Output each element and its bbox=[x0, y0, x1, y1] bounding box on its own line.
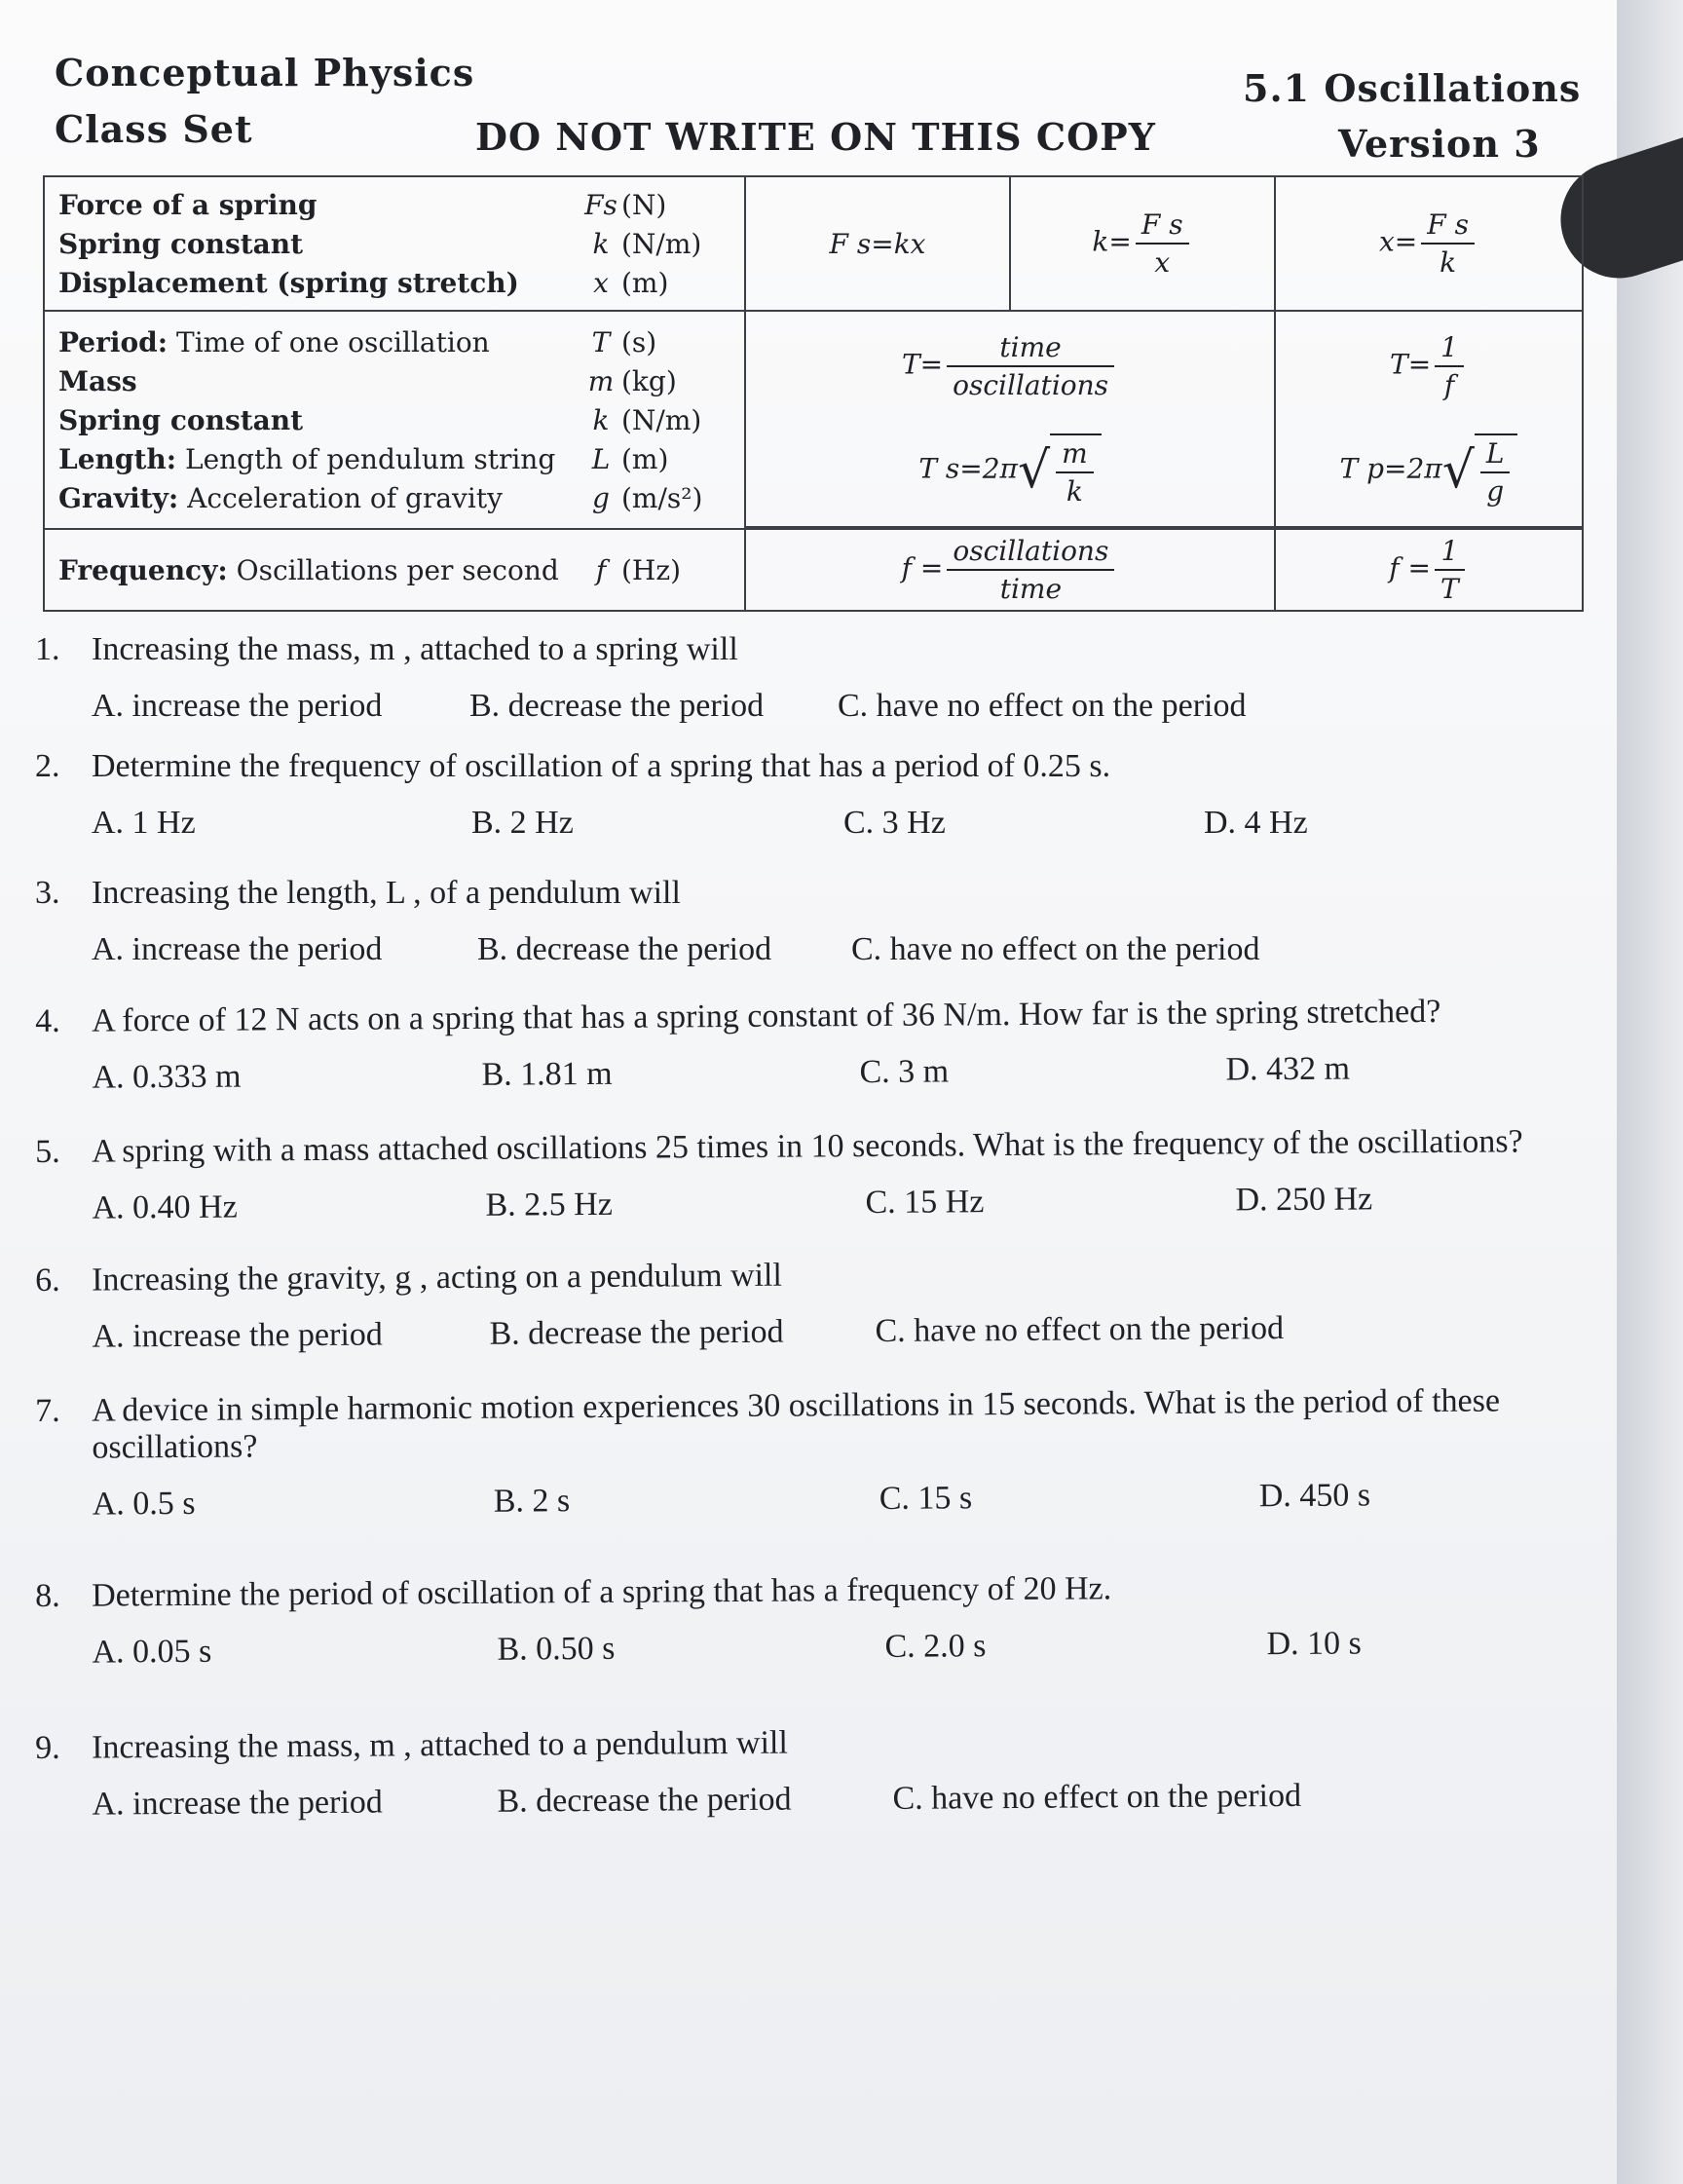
course-title: Conceptual Physics bbox=[55, 51, 475, 94]
question-6 bbox=[35, 1252, 1633, 1368]
fraction-denominator: f bbox=[1443, 368, 1455, 401]
fraction bbox=[1056, 437, 1094, 508]
answer-option[interactable]: B. 2 Hz bbox=[471, 805, 574, 841]
answer-option[interactable]: B. 2.5 Hz bbox=[485, 1186, 613, 1224]
answer-option[interactable]: A. increase the period bbox=[92, 688, 383, 724]
definition-name: Frequency: bbox=[58, 553, 228, 586]
answer-option[interactable]: A. 0.5 s bbox=[92, 1485, 196, 1523]
answer-option[interactable]: C. have no effect on the period bbox=[892, 1777, 1302, 1817]
fraction-denominator: x bbox=[1154, 246, 1171, 279]
question-number: 3. bbox=[35, 875, 60, 911]
formula-lhs: T p=2π bbox=[1339, 452, 1442, 484]
question-number: 8. bbox=[35, 1577, 60, 1614]
answer-option[interactable]: B. decrease the period bbox=[489, 1313, 784, 1352]
do-not-write-warning: DO NOT WRITE ON THIS COPY bbox=[475, 115, 1156, 159]
fraction-numerator: oscillations bbox=[947, 535, 1114, 571]
formula-period-time bbox=[745, 311, 1275, 527]
definition-symbol: f bbox=[595, 553, 607, 586]
definition-row bbox=[58, 361, 730, 400]
answer-option[interactable]: C. have no effect on the period bbox=[838, 688, 1247, 724]
answer-option[interactable]: B. decrease the period bbox=[497, 1781, 792, 1820]
definition-row bbox=[58, 322, 730, 361]
spring-force-row bbox=[44, 176, 1583, 311]
definition-symbol: g bbox=[592, 481, 610, 514]
definition-symbol: T bbox=[591, 325, 611, 358]
period-row bbox=[44, 311, 1583, 527]
definition-name: Gravity: bbox=[58, 481, 179, 514]
question-number: 4. bbox=[35, 1002, 60, 1039]
version-label: Version 3 bbox=[1338, 122, 1541, 166]
definition-row bbox=[58, 224, 730, 263]
fraction bbox=[1435, 535, 1465, 605]
definition-unit: (kg) bbox=[621, 364, 677, 397]
definition-unit: (Hz) bbox=[621, 553, 682, 586]
definition-symbol: m bbox=[587, 364, 615, 397]
formula-lhs: x= bbox=[1379, 225, 1418, 258]
formula-lhs: f = bbox=[901, 551, 944, 584]
answer-option[interactable]: A. increase the period bbox=[92, 1784, 383, 1823]
answer-option[interactable]: A. 0.05 s bbox=[92, 1633, 212, 1671]
spring-definitions bbox=[44, 176, 745, 311]
definition-desc: Length of pendulum string bbox=[184, 442, 556, 475]
definition-unit: (N/m) bbox=[621, 227, 702, 260]
fraction-denominator: k bbox=[1440, 246, 1457, 279]
question-7 bbox=[35, 1382, 1633, 1535]
question-text: Determine the period of oscillation of a spring that has a frequency of 20 Hz. bbox=[91, 1570, 1112, 1614]
formula-lhs: f = bbox=[1389, 551, 1432, 584]
definition-symbol: k bbox=[592, 227, 610, 260]
question-number: 7. bbox=[35, 1392, 60, 1429]
fraction-denominator: g bbox=[1486, 474, 1505, 508]
answer-option[interactable]: A. 0.40 Hz bbox=[92, 1188, 238, 1226]
formula-lhs: T s=2π bbox=[918, 452, 1018, 484]
fraction-numerator: L bbox=[1480, 437, 1511, 473]
question-text: Increasing the mass, m , attached to a pendulum will bbox=[91, 1724, 788, 1766]
definition-unit: (m/s²) bbox=[621, 481, 703, 514]
fraction bbox=[1136, 208, 1189, 279]
question-text: A force of 12 N acts on a spring that has a spring constant of 36 N/m. How far is the spring stretched? bbox=[91, 993, 1441, 1039]
question-4 bbox=[35, 993, 1633, 1109]
question-text: Increasing the mass, m , attached to a spring will bbox=[92, 631, 738, 667]
section-title: 5.1 Oscillations bbox=[1243, 66, 1582, 110]
fraction-denominator: time bbox=[999, 573, 1063, 605]
answer-option[interactable]: B. decrease the period bbox=[469, 688, 765, 724]
definition-unit: (N/m) bbox=[621, 403, 702, 436]
question-5 bbox=[35, 1123, 1633, 1239]
fraction-denominator: T bbox=[1440, 573, 1459, 605]
answer-option[interactable]: A. 1 Hz bbox=[92, 805, 196, 841]
formula-period-frequency bbox=[1275, 311, 1583, 527]
answer-option[interactable]: A. increase the period bbox=[92, 931, 383, 967]
answer-option[interactable]: A. 0.333 m bbox=[92, 1058, 242, 1096]
fraction-numerator: F s bbox=[1136, 208, 1189, 245]
definition-row bbox=[58, 550, 730, 589]
fraction-numerator: F s bbox=[1421, 208, 1475, 245]
definition-name: Mass bbox=[58, 364, 137, 397]
fraction-numerator: 1 bbox=[1435, 331, 1464, 367]
question-text: Determine the frequency of oscillation of a spring that has a period of 0.25 s. bbox=[92, 748, 1111, 784]
definition-unit: (m) bbox=[621, 442, 669, 475]
definition-name: Length: bbox=[58, 442, 177, 475]
answer-option[interactable]: A. increase the period bbox=[92, 1316, 383, 1355]
reference-table bbox=[43, 175, 1584, 612]
fraction bbox=[1421, 208, 1475, 279]
definition-unit: (N) bbox=[621, 188, 667, 221]
question-1 bbox=[35, 631, 1632, 736]
formula-lhs: T= bbox=[1390, 348, 1432, 380]
radical-sign: √ bbox=[1441, 440, 1475, 500]
answer-option[interactable]: C. have no effect on the period bbox=[875, 1310, 1285, 1349]
formula-spring-constant bbox=[1010, 176, 1275, 311]
definition-symbol: x bbox=[593, 266, 609, 299]
definition-row bbox=[58, 263, 730, 302]
square-root bbox=[1442, 433, 1518, 508]
definition-name: Spring constant bbox=[58, 227, 304, 260]
question-text: A device in simple harmonic motion experiences 30 oscillations in 15 seconds. What is the period of these oscillations? bbox=[91, 1382, 1501, 1466]
definition-row bbox=[58, 185, 730, 224]
answer-option[interactable]: D. 450 s bbox=[1258, 1477, 1371, 1515]
formula-lhs: T= bbox=[901, 348, 944, 380]
fraction bbox=[1435, 331, 1464, 401]
formula-text: F s=kx bbox=[829, 227, 926, 260]
question-2 bbox=[35, 748, 1632, 853]
definition-row bbox=[58, 478, 730, 517]
answer-option[interactable]: D. 250 Hz bbox=[1235, 1181, 1373, 1219]
frequency-definition bbox=[44, 529, 745, 611]
fraction-denominator: k bbox=[1066, 474, 1083, 508]
formula-hooke bbox=[745, 176, 1010, 311]
answer-option[interactable]: B. 2 s bbox=[493, 1483, 571, 1520]
answer-option[interactable]: C. 15 Hz bbox=[865, 1184, 985, 1222]
definition-unit: (s) bbox=[621, 325, 657, 358]
answer-option[interactable]: C. 3 m bbox=[859, 1053, 950, 1091]
definition-name: Period: bbox=[58, 325, 168, 358]
answer-option[interactable]: D. 432 m bbox=[1225, 1050, 1351, 1088]
question-3 bbox=[35, 875, 1632, 980]
question-number: 2. bbox=[35, 748, 60, 784]
formula-displacement bbox=[1275, 176, 1583, 311]
answer-option[interactable]: D. 10 s bbox=[1266, 1625, 1362, 1663]
square-root bbox=[1018, 433, 1102, 508]
formula-frequency-period bbox=[1275, 529, 1583, 611]
question-number: 1. bbox=[35, 631, 60, 667]
question-9 bbox=[35, 1719, 1633, 1835]
question-number: 6. bbox=[35, 1261, 60, 1299]
period-definitions bbox=[44, 311, 745, 529]
definition-row bbox=[58, 439, 730, 478]
fraction bbox=[1480, 437, 1511, 508]
definition-name: Spring constant bbox=[58, 403, 304, 436]
fraction-denominator: oscillations bbox=[953, 368, 1109, 401]
definition-row bbox=[58, 400, 730, 439]
answer-option[interactable]: C. 3 Hz bbox=[843, 805, 946, 841]
definition-desc: Time of one oscillation bbox=[176, 325, 490, 358]
answer-option[interactable]: B. 1.81 m bbox=[481, 1055, 613, 1093]
fraction-numerator: time bbox=[947, 331, 1114, 367]
definition-desc: Oscillations per second bbox=[236, 553, 559, 586]
frequency-row bbox=[44, 529, 1583, 611]
class-set-label: Class Set bbox=[55, 107, 253, 151]
radical-sign: √ bbox=[1017, 440, 1051, 500]
fraction bbox=[947, 535, 1114, 605]
definition-symbol: k bbox=[592, 403, 610, 436]
question-8 bbox=[35, 1567, 1633, 1683]
definition-unit: (m) bbox=[621, 266, 669, 299]
formula-frequency-time bbox=[745, 529, 1275, 611]
formula-lhs: k= bbox=[1092, 225, 1132, 258]
answer-option[interactable]: C. 15 s bbox=[879, 1480, 973, 1517]
answer-option[interactable]: C. 2.0 s bbox=[884, 1628, 987, 1665]
definition-name: Displacement (spring stretch) bbox=[58, 266, 519, 299]
fraction-numerator: m bbox=[1056, 437, 1094, 473]
definition-desc: Acceleration of gravity bbox=[187, 481, 503, 514]
question-number: 5. bbox=[35, 1133, 60, 1170]
question-text: Increasing the length, L , of a pendulum will bbox=[92, 875, 681, 911]
answer-option[interactable]: D. 4 Hz bbox=[1204, 805, 1308, 841]
fraction bbox=[947, 331, 1114, 401]
definition-symbol: L bbox=[591, 442, 611, 475]
fraction-numerator: 1 bbox=[1435, 535, 1465, 571]
answer-option[interactable]: B. decrease the period bbox=[477, 931, 772, 967]
answer-option[interactable]: C. have no effect on the period bbox=[851, 931, 1260, 967]
question-text: A spring with a mass attached oscillations 25 times in 10 seconds. What is the frequency of the oscillations? bbox=[91, 1123, 1523, 1170]
question-number: 9. bbox=[35, 1729, 60, 1766]
question-text: Increasing the gravity, g , acting on a pendulum will bbox=[91, 1257, 783, 1299]
definition-name: Force of a spring bbox=[58, 188, 318, 221]
answer-option[interactable]: B. 0.50 s bbox=[497, 1630, 616, 1668]
definition-symbol: Fs bbox=[584, 188, 617, 221]
